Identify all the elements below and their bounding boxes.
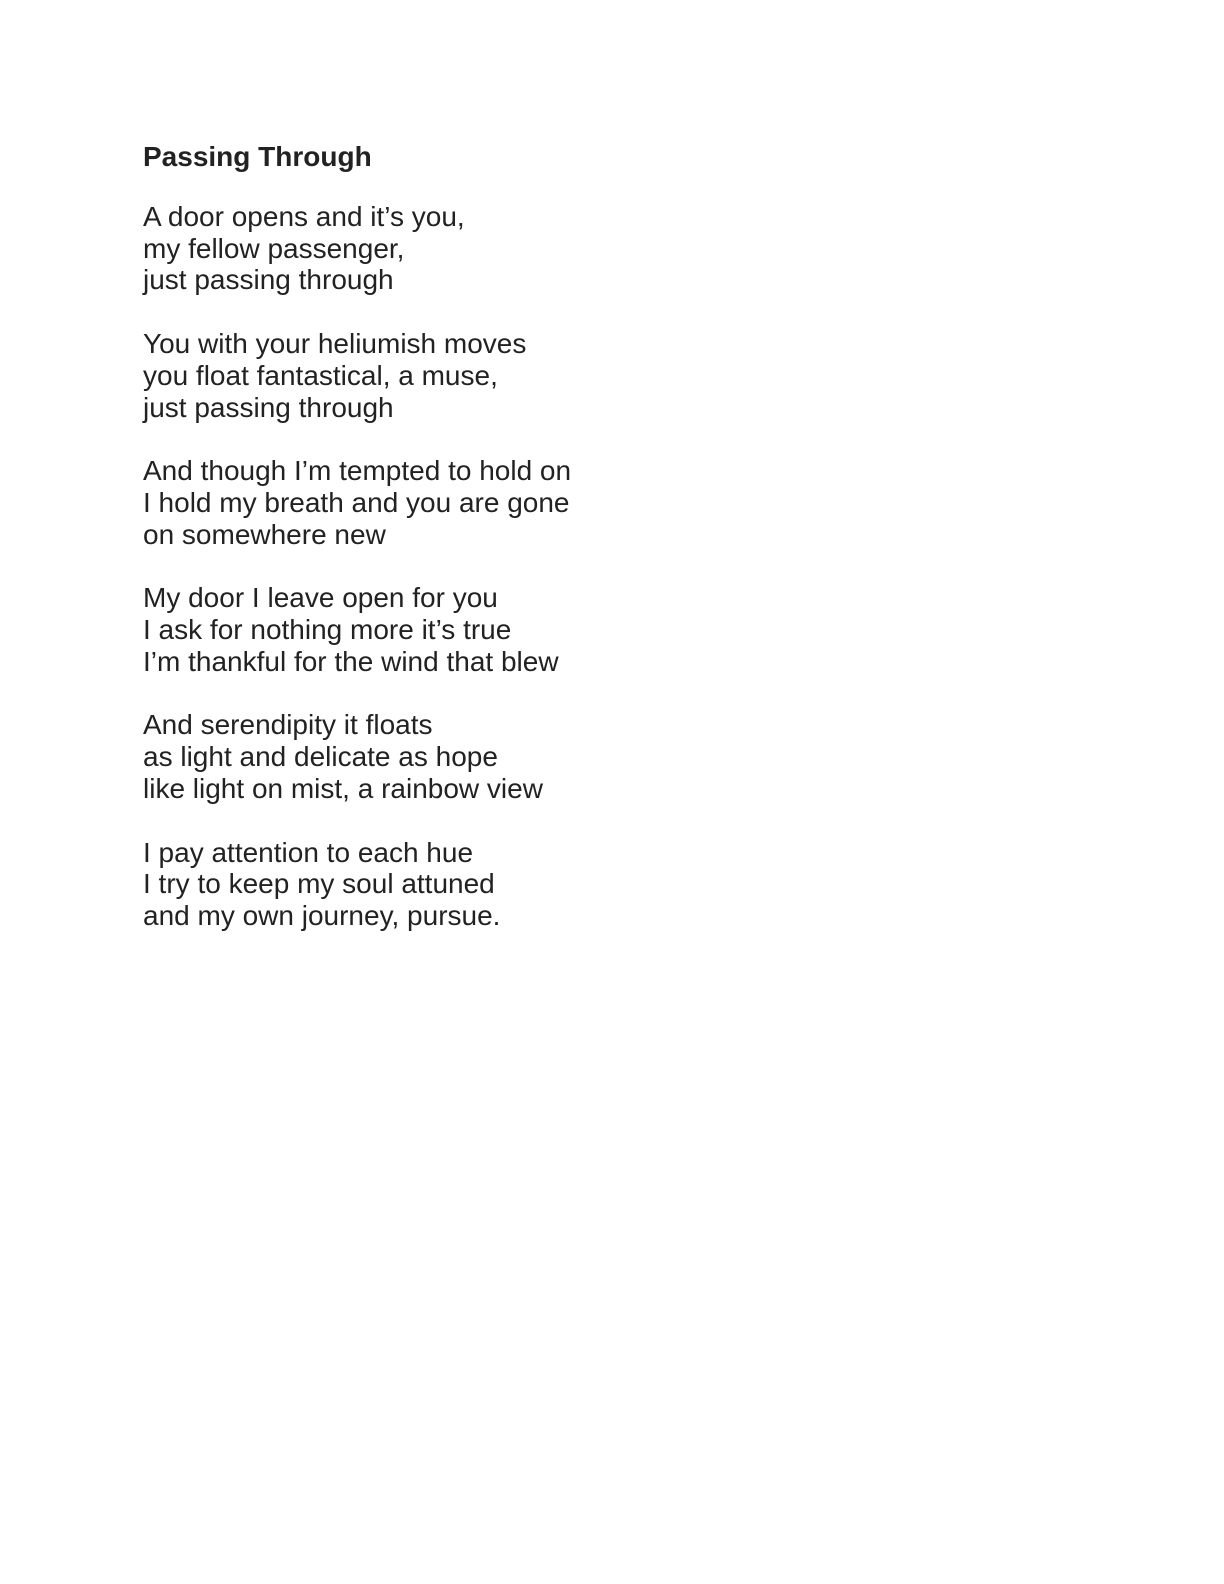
poem-line: and my own journey, pursue.	[143, 899, 501, 931]
poem-line: I pay attention to each hue	[143, 836, 474, 868]
poem-line: my fellow passenger,	[143, 232, 405, 264]
poem-line: on somewhere new	[143, 518, 386, 550]
poem-line: I’m thankful for the wind that blew	[143, 645, 559, 677]
poem-line: I hold my breath and you are gone	[143, 486, 570, 518]
poem-line: just passing through	[143, 264, 394, 296]
poem-line: And serendipity it floats	[143, 709, 433, 741]
stanza	[143, 837, 843, 932]
poem-line: You with your heliumish moves	[143, 328, 527, 360]
stanza	[143, 709, 843, 804]
poem-line: And though I’m tempted to hold on	[143, 455, 572, 487]
stanza	[143, 582, 843, 677]
stanza	[143, 201, 843, 296]
poem-line: you float fantastical, a muse,	[143, 359, 498, 391]
stanza	[143, 328, 843, 423]
poem-line: as light and delicate as hope	[143, 741, 498, 773]
poem	[143, 138, 843, 964]
poem-line: My door I leave open for you	[143, 582, 498, 614]
poem-line: just passing through	[143, 391, 394, 423]
poem-line: I ask for nothing more it’s true	[143, 614, 512, 646]
poem-line: I try to keep my soul attuned	[143, 868, 495, 900]
poem-line: A door opens and it’s you,	[143, 201, 465, 232]
poem-title: Passing Through	[143, 141, 372, 172]
poem-line: like light on mist, a rainbow view	[143, 772, 543, 804]
stanza	[143, 455, 843, 550]
